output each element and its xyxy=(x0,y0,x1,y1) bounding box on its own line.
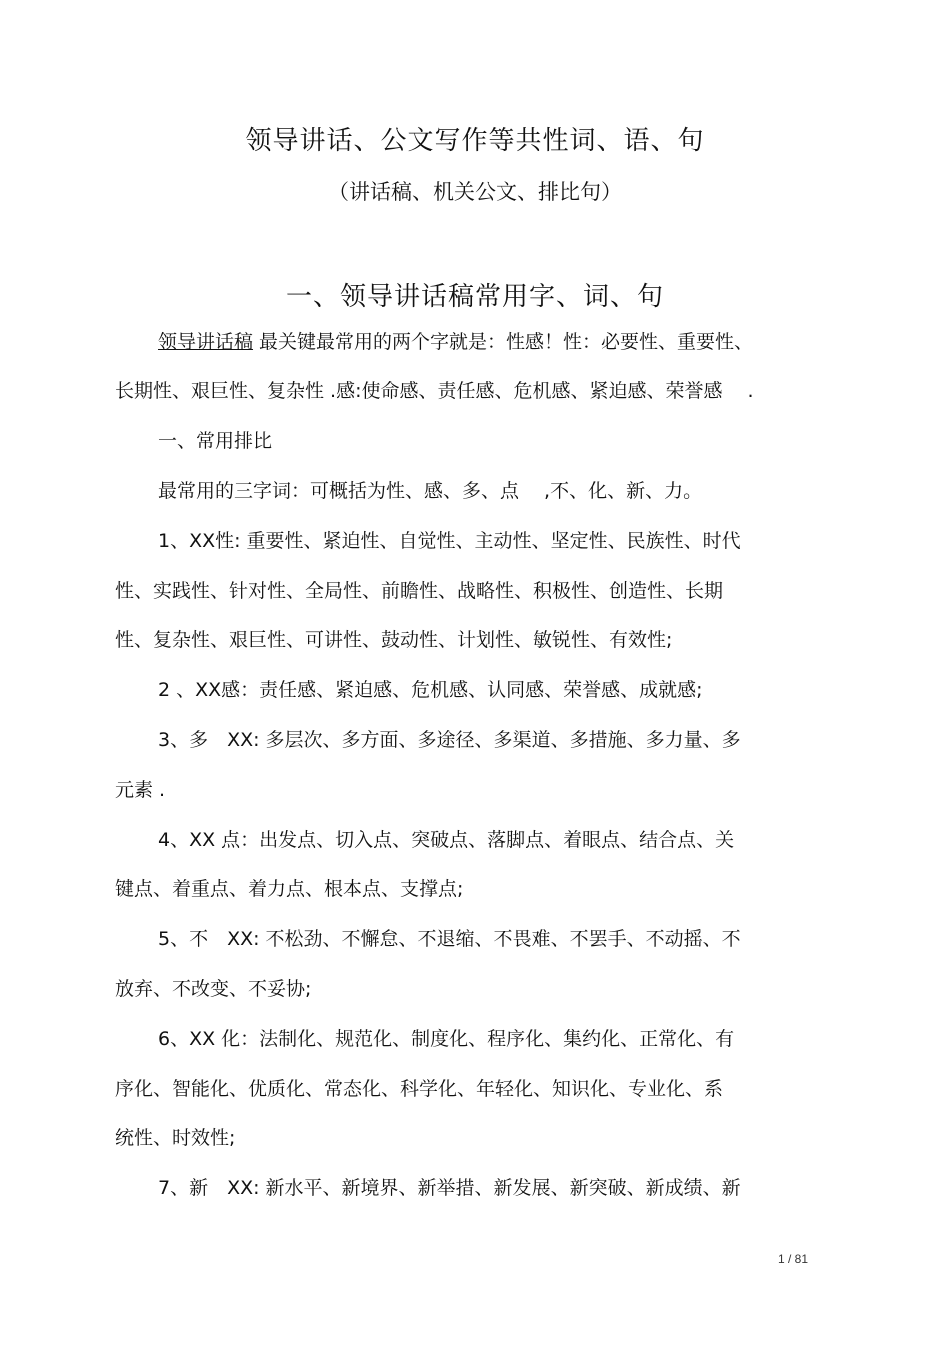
item-1-line-1: 1、XX性: 重要性、紧迫性、自觉性、主动性、坚定性、民族性、时代 xyxy=(158,530,741,552)
item-6-line-1: 6、XX 化：法制化、规范化、制度化、程序化、集约化、正常化、有 xyxy=(158,1028,735,1050)
intro-text: 最关键最常用的两个字就是：性感！性：必要性、重要性、 xyxy=(253,331,754,353)
item-6-line-3: 统性、时效性; xyxy=(115,1127,236,1149)
intro-underlined-term: 领导讲话稿 xyxy=(158,331,254,353)
item-4-line-1: 4、XX 点：出发点、切入点、突破点、落脚点、着眼点、结合点、关 xyxy=(158,829,735,851)
intro-paragraph-line xyxy=(158,325,838,359)
page-number: 1 / 81 xyxy=(778,1252,809,1266)
item-5-line-1: 5、不 XX: 不松劲、不懈怠、不退缩、不畏难、不罢手、不动摇、不 xyxy=(158,928,741,950)
item-5-line-2: 放弃、不改变、不妥协; xyxy=(115,978,312,1000)
item-1-line-3: 性、复杂性、艰巨性、可讲性、鼓动性、计划性、敏锐性、有效性; xyxy=(115,629,673,651)
item-7-line-1: 7、新 XX: 新水平、新境界、新举措、新发展、新突破、新成绩、新 xyxy=(158,1177,741,1199)
item-1-line-2: 性、实践性、针对性、全局性、前瞻性、战略性、积极性、创造性、长期 xyxy=(115,580,724,602)
summary-line: 最常用的三字词：可概括为性、感、多、点 ,不、化、新、力。 xyxy=(158,480,703,502)
intro-paragraph-line-2: 长期性、艰巨性、复杂性 .感:使命感、责任感、危机感、紧迫感、荣誉感 . xyxy=(115,380,754,402)
section-heading: 一、领导讲话稿常用字、词、句 xyxy=(285,282,664,312)
document-subtitle: （讲话稿、机关公文、排比句） xyxy=(328,180,622,204)
document-title: 领导讲话、公文写作等共性词、语、句 xyxy=(245,126,705,156)
sub-heading: 一、常用排比 xyxy=(158,430,273,452)
item-3-line-1: 3、多 XX: 多层次、多方面、多途径、多渠道、多措施、多力量、多 xyxy=(158,729,741,751)
item-6-line-2: 序化、智能化、优质化、常态化、科学化、年轻化、知识化、专业化、系 xyxy=(115,1078,724,1100)
item-4-line-2: 键点、着重点、着力点、根本点、支撑点; xyxy=(115,878,464,900)
item-2-line-1: 2 、XX感：责任感、紧迫感、危机感、认同感、荣誉感、成就感; xyxy=(158,679,703,701)
item-3-line-2: 元素 . xyxy=(115,779,166,801)
